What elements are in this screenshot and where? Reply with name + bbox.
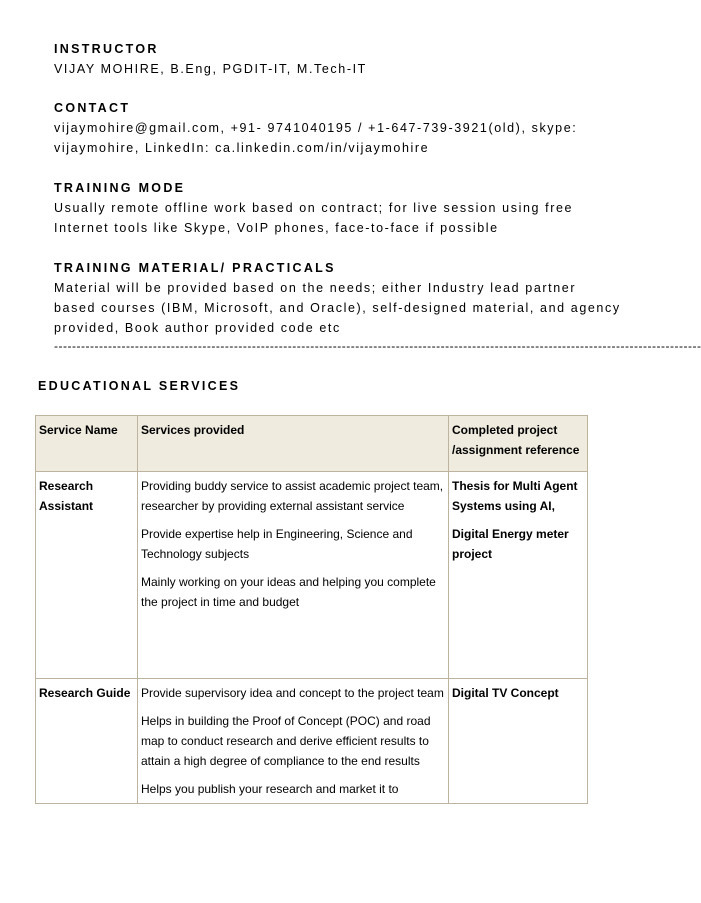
service-name-line: Assistant	[39, 499, 94, 513]
service-description: Provide expertise help in Engineering, Science and Technology subjects	[141, 527, 413, 561]
training-mode-heading: TRAINING MODE	[54, 181, 186, 195]
service-name-line: Research	[39, 479, 94, 493]
service-description: Provide supervisory idea and concept to the project team	[141, 686, 444, 700]
training-material-line-3: provided, Book author provided code etc	[54, 321, 341, 335]
training-mode-section	[54, 178, 614, 238]
training-material-line-1: Material will be provided based on the needs; either Industry lead partner	[54, 281, 577, 295]
service-description: Helps in building the Proof of Concept (POC) and road map to conduct research and derive efficient results to attain a high degree of compliance to the end results	[141, 714, 431, 768]
contact-line-2: vijaymohire, LinkedIn: ca.linkedin.com/in/vijaymohire	[54, 141, 430, 155]
table-row	[36, 472, 588, 679]
header-reference	[449, 416, 588, 472]
service-description: Helps you publish your research and market it to	[141, 782, 399, 796]
contact-line-1: vijaymohire@gmail.com, +91- 9741040195 / +1-647-739-3921(old), skype:	[54, 121, 578, 135]
header-services-provided: Services provided	[138, 416, 449, 472]
header-reference-line-1: Completed project	[452, 423, 558, 437]
services-provided-cell	[138, 472, 449, 679]
contact-heading: CONTACT	[54, 101, 131, 115]
instructor-heading: INSTRUCTOR	[54, 42, 159, 56]
instructor-section	[54, 39, 614, 79]
services-provided-cell	[138, 679, 449, 804]
service-name-cell	[36, 679, 138, 804]
instructor-name: VIJAY MOHIRE, B.Eng, PGDIT-IT, M.Tech-IT	[54, 62, 367, 76]
project-reference: Digital Energy meter project	[452, 527, 569, 561]
training-mode-line-2: Internet tools like Skype, VoIP phones, face-to-face if possible	[54, 221, 499, 235]
training-material-heading: TRAINING MATERIAL/ PRACTICALS	[54, 261, 336, 275]
project-reference: Digital TV Concept	[452, 686, 559, 700]
project-reference: Thesis for Multi Agent Systems using AI,	[452, 479, 578, 513]
contact-section	[54, 98, 614, 158]
training-material-section	[54, 258, 621, 338]
service-name-cell	[36, 472, 138, 679]
service-name-line: Research Guide	[39, 686, 131, 700]
reference-cell	[449, 472, 588, 679]
services-table	[35, 415, 588, 804]
header-service-name: Service Name	[36, 416, 138, 472]
dashed-separator: ------------------------------------------------------------------------------------------------------------------------------------------------	[54, 339, 701, 353]
table-header-row	[36, 416, 588, 472]
service-description: Mainly working on your ideas and helping you complete the project in time and budget	[141, 575, 436, 609]
training-material-line-2: based courses (IBM, Microsoft, and Oracle), self-designed material, and agency	[54, 301, 621, 315]
header-reference-line-2: /assignment reference	[452, 443, 580, 457]
reference-cell	[449, 679, 588, 804]
table-row	[36, 679, 588, 804]
service-description: Providing buddy service to assist academic project team, researcher by providing external assistant service	[141, 479, 444, 513]
training-mode-line-1: Usually remote offline work based on contract; for live session using free	[54, 201, 574, 215]
educational-services-heading: EDUCATIONAL SERVICES	[38, 379, 241, 393]
